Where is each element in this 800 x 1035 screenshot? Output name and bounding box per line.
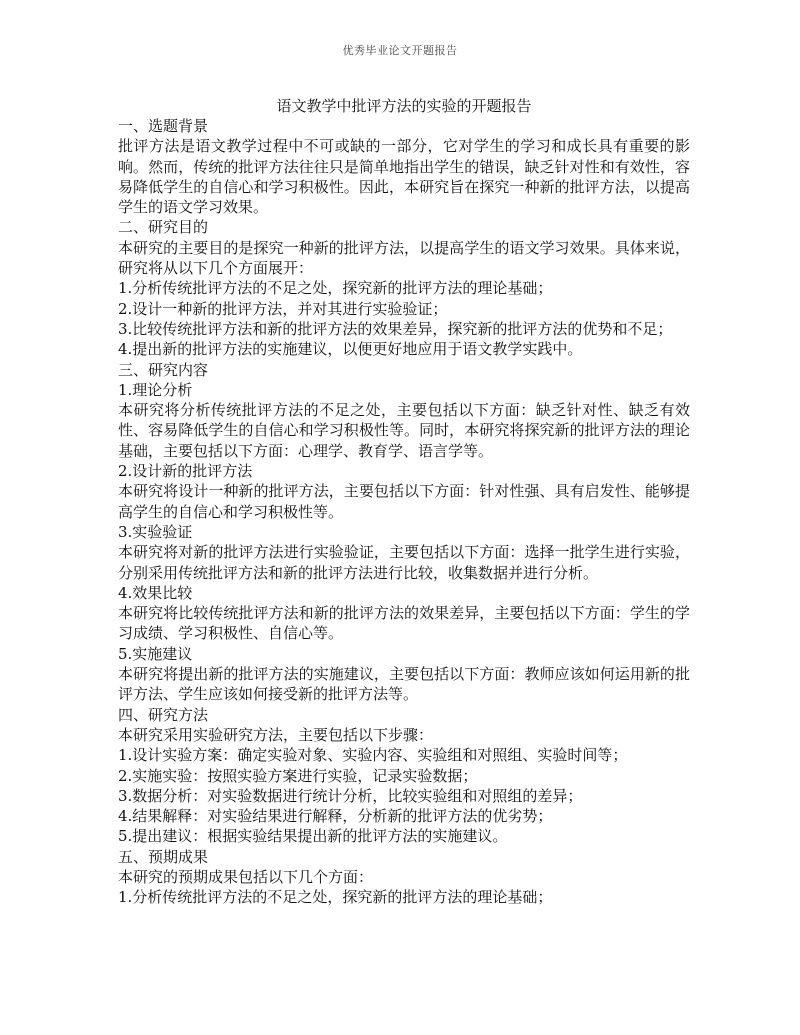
section-heading-outcomes: 五、预期成果 — [118, 847, 209, 866]
list-item: 4.结果解释：对实验结果进行解释，分析新的批评方法的优劣势； — [118, 807, 553, 826]
subsection-heading: 3.实验验证 — [118, 522, 193, 541]
list-item: 2.实施实验：按照实验方案进行实验，记录实验数据； — [118, 766, 478, 785]
list-item: 5.提出建议：根据实验结果提出新的批评方法的实施建议。 — [118, 827, 508, 846]
subsection-heading: 5.实施建议 — [118, 644, 193, 663]
section-heading-purpose: 二、研究目的 — [118, 218, 209, 237]
subsection-heading: 4.效果比较 — [118, 583, 193, 602]
page-header: 优秀毕业论文开题报告 — [342, 44, 458, 57]
list-item: 4.提出新的批评方法的实施建议，以便更好地应用于语文教学实践中。 — [118, 340, 583, 359]
paragraph: 本研究的预期成果包括以下几个方面： — [118, 867, 374, 886]
paragraph: 本研究的主要目的是探究一种新的批评方法，以提高学生的语文学习效果。具体来说，研究将从以下几个方面展开： — [118, 238, 690, 278]
paragraph: 本研究将比较传统批评方法和新的批评方法的效果差异，主要包括以下方面：学生的学习成绩、学习积极性、自信心等。 — [118, 604, 690, 643]
paragraph: 本研究将提出新的批评方法的实施建议，主要包括以下方面：教师应该如何运用新的批评方法、学生应该如何接受新的批评方法等。 — [118, 665, 690, 704]
subsection-heading: 1.理论分析 — [118, 380, 193, 399]
list-item: 1.分析传统批评方法的不足之处，探究新的批评方法的理论基础； — [118, 888, 553, 907]
paragraph: 本研究将对新的批评方法进行实验验证，主要包括以下方面：选择一批学生进行实验，分别采用传统批评方法和新的批评方法进行比较，收集数据并进行分析。 — [118, 543, 690, 582]
section-heading-background: 一、选题背景 — [118, 117, 209, 135]
paragraph: 本研究将设计一种新的批评方法，主要包括以下方面：针对性强、具有启发性、能够提高学生的自信心和学习积极性等。 — [118, 482, 690, 521]
paragraph: 本研究采用实验研究方法，主要包括以下步骤： — [118, 725, 434, 744]
document-body — [118, 116, 690, 908]
paragraph: 批评方法是语文教学过程中不可或缺的一部分，它对学生的学习和成长具有重要的影响。然而，传统的批评方法往往只是简单地指出学生的错误，缺乏针对性和有效性，容易降低学生的自信心和学习积极性。因此，本研究旨在探究一种新的批评方法，以提高学生的语文学习效果。 — [118, 137, 690, 217]
list-item: 1.设计实验方案：确定实验对象、实验内容、实验组和对照组、实验时间等； — [118, 746, 628, 765]
document-title: 语文教学中批评方法的实验的开题报告 — [276, 97, 532, 115]
section-heading-content: 三、研究内容 — [118, 360, 209, 379]
list-item: 3.比较传统批评方法和新的批评方法的效果差异，探究新的批评方法的优势和不足； — [118, 319, 673, 338]
subsection-heading: 2.设计新的批评方法 — [118, 462, 253, 481]
section-heading-method: 四、研究方法 — [118, 705, 209, 724]
list-item: 1.分析传统批评方法的不足之处，探究新的批评方法的理论基础； — [118, 279, 553, 298]
list-item: 2.设计一种新的批评方法，并对其进行实验验证； — [118, 299, 448, 318]
paragraph: 本研究将分析传统批评方法的不足之处，主要包括以下方面：缺乏针对性、缺乏有效性、容易降低学生的自信心和学习积极性等。同时，本研究将探究新的批评方法的理论基础，主要包括以下方面：心理学、教育学、语言学等。 — [118, 401, 690, 460]
list-item: 3.数据分析：对实验数据进行统计分析，比较实验组和对照组的差异； — [118, 786, 583, 805]
